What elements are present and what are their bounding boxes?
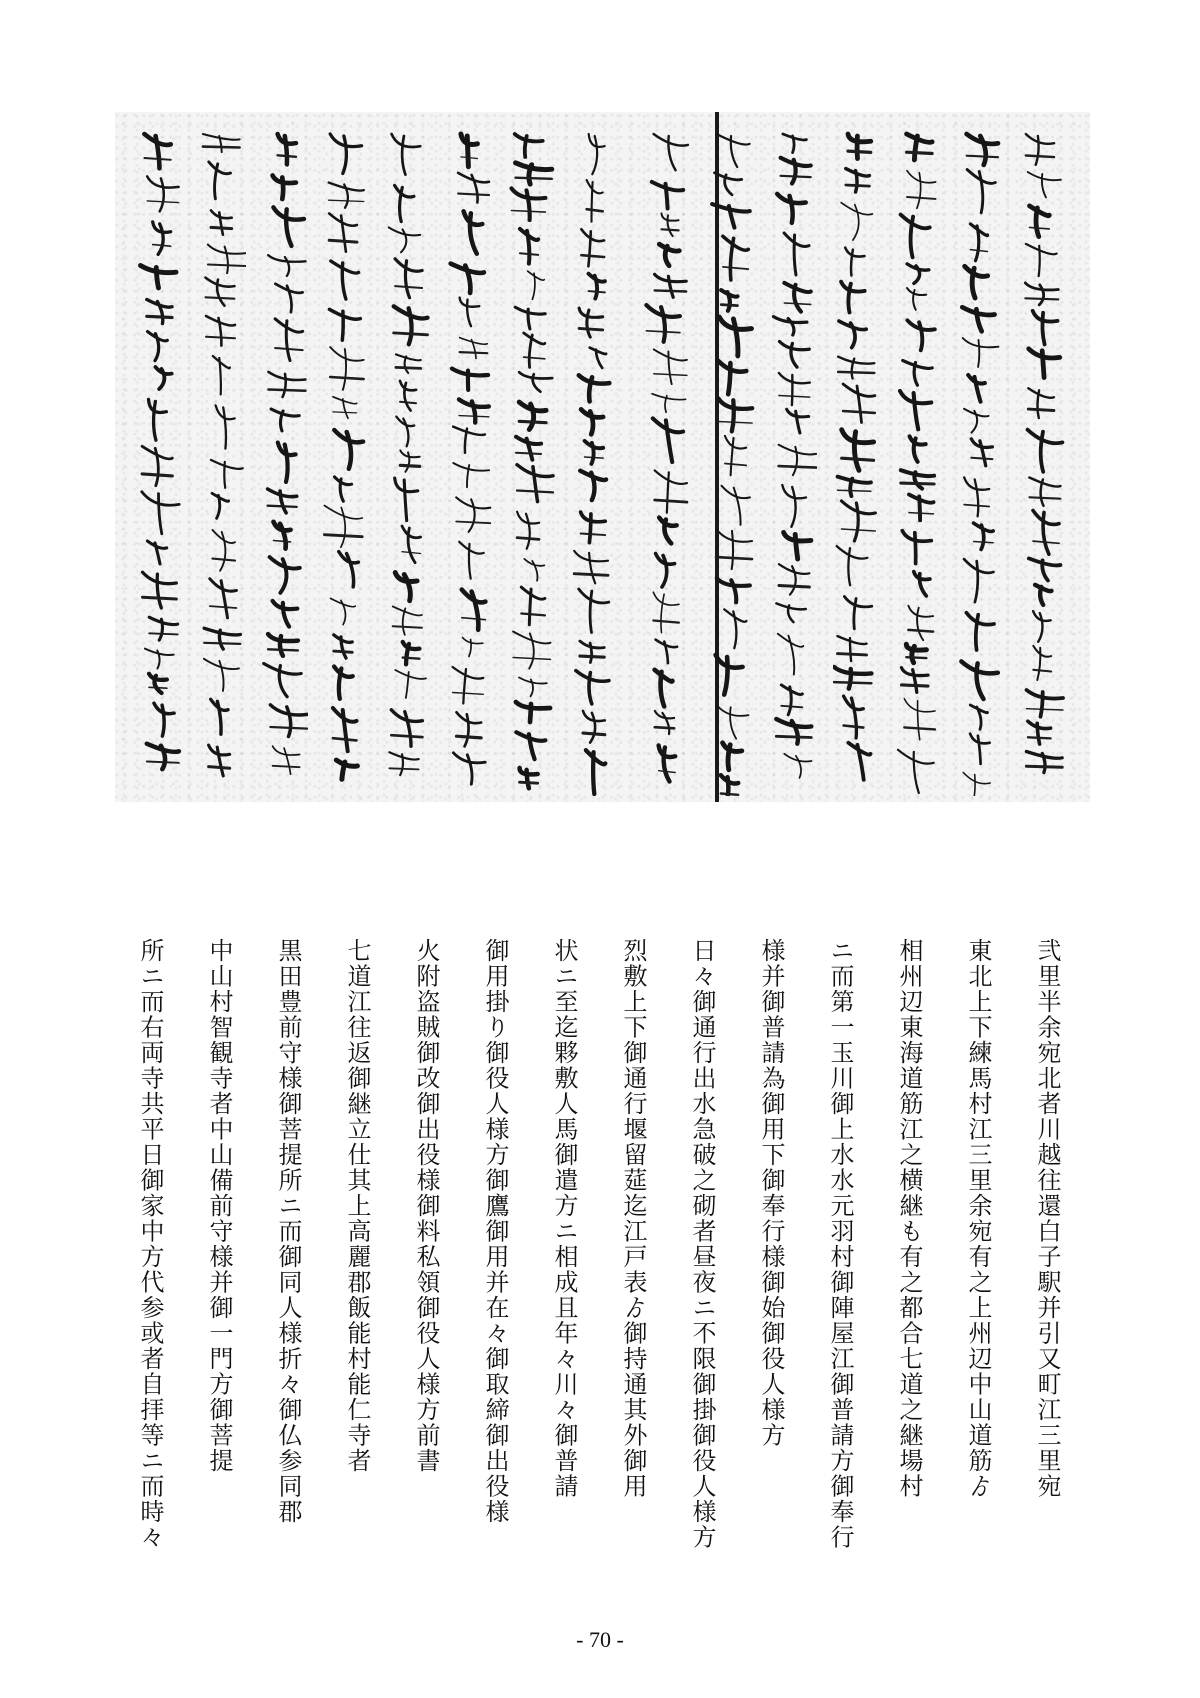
transcription-line: 弐里半余宛北者川越往還白子駅并引又町江三里宛 (1033, 938, 1061, 1499)
handwriting-column (447, 126, 493, 796)
transcription-line: 御用掛り御役人様方御鷹御用并在々御取締御出役様 (481, 938, 509, 1525)
transcription-line: 日々御通行出水急破之砌者昼夜ニ不限御掛御役人様方 (688, 938, 716, 1550)
handwriting-column (138, 126, 184, 796)
handwriting-column (571, 126, 617, 796)
transcription-line: ニ而第一玉川御上水水元羽村御陣屋江御普請方御奉行 (826, 938, 854, 1550)
handwriting-column (262, 126, 308, 796)
handwriting-column (771, 126, 817, 796)
transcription-line: 東北上下練馬村江三里余宛有之上州辺中山道筋ゟ (964, 938, 992, 1499)
handwriting-column (709, 126, 755, 796)
transcription-line: 黒田豊前守様御菩提所ニ而御同人様折々御仏参同郡 (274, 938, 302, 1525)
transcription-block (130, 938, 1080, 1550)
handwritten-manuscript-image (115, 112, 1090, 802)
transcription-line: 状ニ至迄夥敷人馬御遣方ニ相成且年々川々御普請 (550, 938, 578, 1499)
handwriting-column (509, 126, 555, 796)
transcription-line: 所ニ而右両寺共平日御家中方代参或者自拝等ニ而時々 (136, 938, 164, 1550)
transcription-line: 七道江往返御継立仕其上高麗郡飯能村能仁寺者 (343, 938, 371, 1474)
handwriting-column (1020, 126, 1066, 796)
handwriting-column (644, 126, 690, 796)
transcription-line: 火附盗賊御改御出役様御料私領御役人様方前書 (412, 938, 440, 1474)
transcription-line: 中山村智観寺者中山備前守様并御一門方御菩提 (205, 938, 233, 1474)
handwriting-column (385, 126, 431, 796)
handwriting-column (323, 126, 369, 796)
transcription-line: 烈敷上下御通行堰留莚迄江戸表ゟ御持通其外御用 (619, 938, 647, 1499)
transcription-line: 相州辺東海道筋江之横継も有之都合七道之継場村 (895, 938, 923, 1499)
transcription-line: 様并御普請為御用下御奉行様御始御役人様方 (757, 938, 785, 1448)
handwriting-column (957, 126, 1003, 796)
handwriting-column (200, 126, 246, 796)
handwriting-column (833, 126, 879, 796)
handwriting-column (895, 126, 941, 796)
page-number: - 70 - (576, 1627, 624, 1652)
